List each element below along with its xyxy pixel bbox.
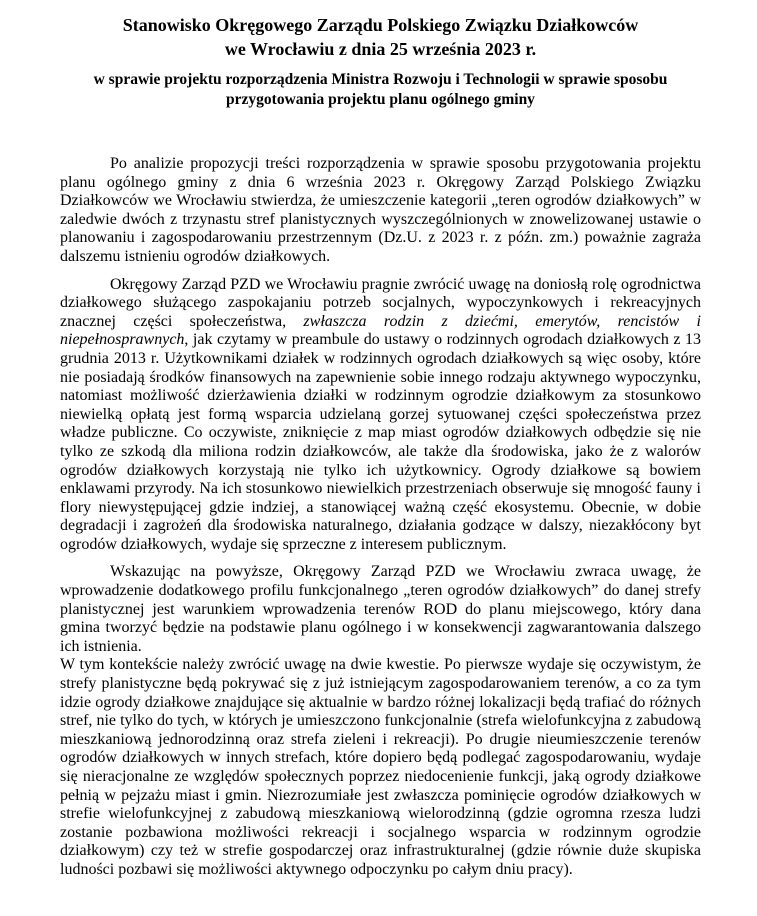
paragraph-4: W tym kontekście należy zwrócić uwagę na dwie kwestie. Po pierwsze wydaje się oczywistym, że strefy planistyczne będą pokrywać się z już istniejącym zagospodarowaniem terenów, a co za tym idzie ogrody działkowe znajdujące się aktualnie w bardzo różnej lokalizacji będą trafiać do różnych stref, nie tylko do tych, w których je umieszczono funkcjonalnie (strefa wielofunkcyjna z zabudową mieszkaniową jednorodzinną oraz strefa zieleni i rekreacji). Po drugie nieumieszczenie terenów ogrodów działkowych w innych strefach, które dopiero będą podlegać zagospodarowaniu, wydaje się nieracjonalne ze względów społecznych poprzez niedocenienie funkcji, jaką ogrody działkowe pełnią w pejzażu miast i gmin. Niezrozumiałe jest zwłaszcza pominięcie ogrodów działkowych w strefie wielofunkcyjnej z zabudową mieszkaniową wielorodzinną (gdzie ogromna rzesza ludzi zostanie pozbawiona możliwości rekreacji i socjalnego wsparcia w rodzinnym ogrodzie działkowym) czy też w strefie gospodarczej oraz infrastrukturalnej (gdzie równie duże skupiska ludności pozbawi się możliwości aktywnego odpoczynku po całym dniu pracy). bbox=[60, 656, 701, 878]
document-title bbox=[60, 13, 701, 61]
paragraph-1: Po analizie propozycji treści rozporządzenia w sprawie sposobu przygotowania projektu planu ogólnego gminy z dnia 6 września 2023 r. Okręgowy Zarząd Polskiego Związku Działkowców we Wrocławiu stwierdza, że umieszczenie kategorii „teren ogrodów działkowych” w zaledwie dwóch z trzynastu stref planistycznych wyszczególnionych w znowelizowanej ustawie o planowaniu i zagospodarowaniu przestrzennym (Dz.U. z 2023 r. z późn. zm.) poważnie zagraża dalszemu istnieniu ogrodów działkowych. bbox=[60, 155, 701, 265]
document-body bbox=[60, 155, 701, 880]
paragraph-2-text-after: , jak czytamy w preambule do ustawy o rodzinnych ogrodach działkowych z 13 grudnia 2013 r. Użytkownikami działek w rodzinnych ogrodach działkowych są więc osoby, które nie posiadają środków finansowych na zapewnienie sobie innego rodzaju aktywnego wypoczynku, natomiast możliwość dzierżawienia działki w rodzinnym ogrodzie działkowym za stosunkowo niewielką opłatą jest formą wsparcia udzielaną gorzej sytuowanej części społeczeństwa przez władze publiczne. Co oczywiste, zniknięcie z map miast ogrodów działkowych odbędzie się nie tylko ze szkodą dla miliona rodzin działkowców, ale także dla środowiska, jako że z walorów ogrodów działkowych korzystają nie tylko ich użytkownicy. Ogrody działkowe są bowiem enklawami przyrody. Na ich stosunkowo niewielkich przestrzeniach obserwuje się mnogość fauny i flory niewystępującej gdzie indziej, a stanowiącej ważną część ekosystemu. Obecnie, w dobie degradacji i zagrożeń dla środowiska naturalnego, działania godzące w dalszy, niezakłócony byt ogrodów działkowych, wydaje się sprzeczne z interesem publicznym. bbox=[60, 331, 701, 553]
document-subtitle bbox=[60, 70, 701, 110]
paragraph-3: Wskazując na powyższe, Okręgowy Zarząd PZD we Wrocławiu zwraca uwagę, że wprowadzenie dodatkowego profilu funkcjonalnego „teren ogrodów działkowych” do danej strefy planistycznej jest warunkiem wprowadzenia terenów ROD do planu miejscowego, który dana gmina tworzyć będzie na podstawie planu ogólnego i w konsekwencji zagwarantowania dalszego ich istnienia. bbox=[60, 563, 701, 655]
title-line-1: Stanowisko Okręgowego Zarządu Polskiego Związku Działkowców bbox=[122, 15, 639, 35]
subtitle-line-1: w sprawie projektu rozporządzenia Ministra Rozwoju i Technologii w sprawie sposobu bbox=[93, 71, 668, 88]
subtitle-line-2: przygotowania projektu planu ogólnego gminy bbox=[226, 91, 535, 108]
paragraph-2 bbox=[60, 276, 701, 555]
paragraph-2-italic-phrase: zwłaszcza rodzin z dziećmi, emerytów, rencistów i niepełnosprawnych bbox=[60, 312, 701, 349]
title-line-2: we Wrocławiu z dnia 25 września 2023 r. bbox=[224, 39, 537, 59]
paragraph-2-text-before: Okręgowy Zarząd PZD we Wrocławiu pragnie zwrócić uwagę na doniosłą rolę ogrodnictwa działkowego służącego zaspokajaniu potrzeb socjalnych, wypoczynkowych i rekreacyjnych znacznej części społeczeństwa, bbox=[60, 275, 701, 330]
